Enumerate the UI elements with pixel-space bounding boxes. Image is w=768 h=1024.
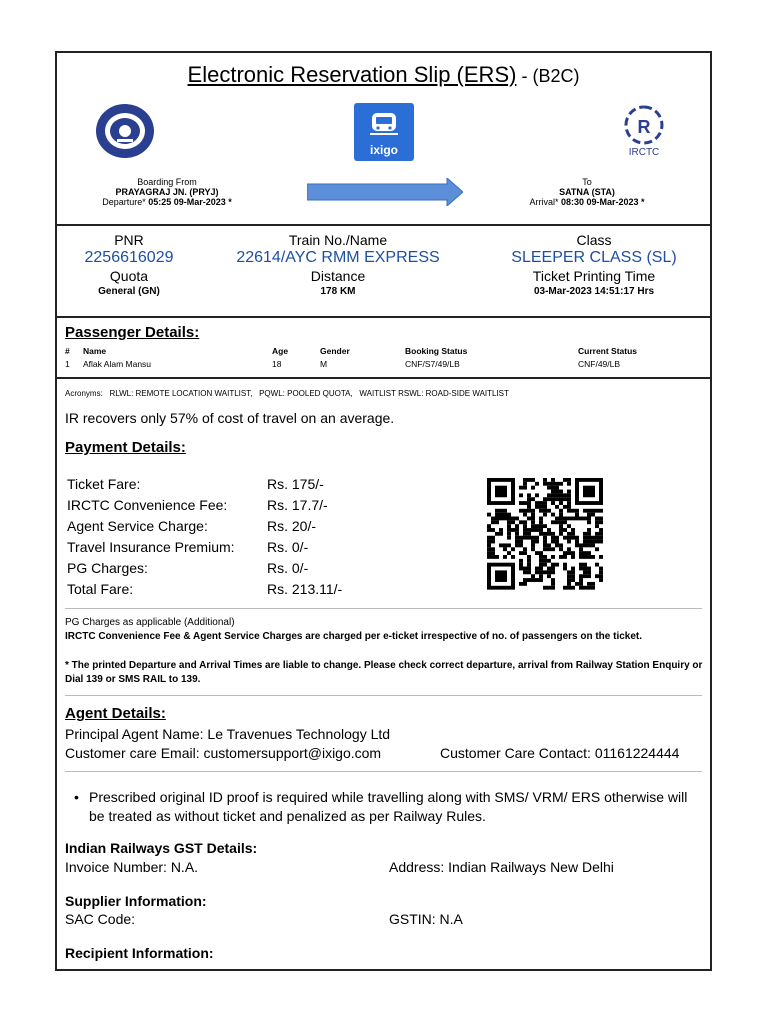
pnr-label: PNR — [114, 232, 144, 248]
payment-value: Rs. 17.7/- — [267, 497, 328, 513]
payment-row-total — [67, 581, 367, 597]
payment-label: IRCTC Convenience Fee: — [67, 497, 228, 513]
departure-line — [97, 197, 237, 207]
customer-care-email: Customer care Email: customersupport@ixigo.com — [65, 745, 382, 761]
journey-arrow-icon — [307, 178, 463, 211]
svg-text:R: R — [637, 117, 651, 137]
title-main: Electronic Reservation Slip (ERS) — [187, 62, 517, 87]
cell-index: 1 — [65, 359, 70, 369]
page-title — [57, 62, 710, 88]
gstin: GSTIN: N.A — [389, 911, 463, 927]
fee-note: IRCTC Convenience Fee & Agent Service Charges are charged per e-ticket irrespective of no. of passengers on the ticket. — [65, 631, 643, 642]
invoice-number: Invoice Number: N.A. — [65, 859, 199, 875]
boarding-label: Boarding From — [137, 177, 197, 187]
irctc-logo — [619, 103, 669, 163]
ir-cost-note: IR recovers only 57% of cost of travel on an average. — [65, 410, 395, 426]
departure-label: Departure* — [102, 197, 149, 207]
principal-agent: Principal Agent Name: Le Travenues Technology Ltd — [65, 726, 391, 742]
arrival-line — [512, 197, 662, 207]
divider — [65, 771, 702, 772]
cell-gender: M — [320, 359, 328, 369]
acronyms-text: Acronyms: RLWL: REMOTE LOCATION WAITLIST, PQWL: POOLED QUOTA, WAITLIST RSWL: ROAD-SIDE WAITLIST — [65, 389, 509, 398]
payment-row-convenience-fee — [67, 497, 367, 513]
distance-label: Distance — [310, 268, 366, 284]
col-name: Name — [83, 346, 107, 356]
passenger-heading: Passenger Details: — [65, 324, 200, 341]
train-label: Train No./Name — [288, 232, 388, 248]
supplier-heading: Supplier Information: — [65, 893, 207, 909]
destination-block — [512, 177, 662, 207]
class-block — [477, 232, 711, 297]
divider — [65, 608, 702, 609]
irctc-label: IRCTC — [628, 147, 660, 158]
gst-heading: Indian Railways GST Details: — [65, 840, 258, 856]
indian-railways-logo — [95, 103, 155, 159]
boarding-block — [97, 177, 237, 207]
col-gender: Gender — [320, 346, 350, 356]
payment-value: Rs. 175/- — [267, 476, 324, 492]
payment-row-agent-charge — [67, 518, 367, 534]
gst-address: Address: Indian Railways New Delhi — [389, 859, 614, 875]
payment-value: Rs. 213.11/- — [267, 581, 343, 597]
payment-row-insurance — [67, 539, 367, 555]
train-block — [211, 232, 465, 297]
ixigo-logo — [354, 103, 414, 161]
bullet-icon: • — [74, 789, 79, 805]
payment-heading: Payment Details: — [65, 439, 186, 456]
print-time-label: Ticket Printing Time — [532, 268, 656, 284]
cell-booking-status: CNF/S7/49/LB — [405, 359, 460, 369]
ticket-frame — [55, 51, 712, 971]
times-note: * The printed Departure and Arrival Times are liable to change. Please check correct departure, arrival from Railway Station Enquiry or Dial 139 or SMS RAIL to 139. — [65, 660, 703, 685]
pg-note: PG Charges as applicable (Additional) — [65, 617, 235, 628]
cell-name: Aflak Alam Mansu — [83, 359, 152, 369]
class-value: SLEEPER CLASS (SL) — [511, 249, 677, 266]
cell-age: 18 — [272, 359, 282, 369]
to-station: SATNA (STA) — [559, 187, 615, 197]
sac-code: SAC Code: — [65, 911, 136, 927]
arrival-label: Arrival* — [529, 197, 561, 207]
distance-value: 178 KM — [320, 286, 356, 297]
col-booking-status: Booking Status — [405, 346, 468, 356]
customer-care-contact: Customer Care Contact: 01161224444 — [440, 745, 680, 761]
id-proof-note: Prescribed original ID proof is required while travelling along with SMS/ VRM/ ERS otherwise will be treated as without ticket and penalized as per Railway Rules. — [89, 789, 688, 824]
train-icon — [354, 103, 414, 143]
boarding-station: PRAYAGRAJ JN. (PRYJ) — [115, 187, 219, 197]
irctc-emblem-icon — [619, 103, 669, 145]
payment-row-ticket-fare — [67, 476, 367, 492]
payment-row-pg-charges — [67, 560, 367, 576]
divider — [57, 224, 710, 226]
col-index: # — [65, 346, 70, 356]
arrival-time: 08:30 09-Mar-2023 * — [560, 197, 645, 207]
class-label: Class — [576, 232, 612, 248]
to-label: To — [582, 177, 592, 187]
payment-label: Total Fare: — [67, 581, 134, 597]
payment-label: PG Charges: — [67, 560, 148, 576]
quota-value: General (GN) — [98, 286, 160, 297]
train-value: 22614/AYC RMM EXPRESS — [236, 249, 440, 266]
qr-code — [485, 478, 605, 590]
passenger-table — [65, 346, 705, 374]
recipient-heading: Recipient Information: — [65, 945, 214, 961]
divider — [65, 695, 702, 696]
departure-time: 05:25 09-Mar-2023 * — [148, 197, 232, 207]
col-current-status: Current Status — [578, 346, 638, 356]
payment-label: Agent Service Charge: — [67, 518, 208, 534]
payment-value: Rs. 20/- — [267, 518, 317, 534]
payment-value: Rs. 0/- — [267, 560, 309, 576]
payment-value: Rs. 0/- — [267, 539, 309, 555]
payment-label: Ticket Fare: — [67, 476, 141, 492]
title-suffix: - (B2C) — [516, 66, 580, 86]
cell-current-status: CNF/49/LB — [578, 359, 621, 369]
agent-heading: Agent Details: — [65, 705, 166, 722]
ixigo-label: ixigo — [369, 143, 398, 157]
print-time-value: 03-Mar-2023 14:51:17 Hrs — [533, 286, 655, 297]
payment-label: Travel Insurance Premium: — [67, 539, 235, 555]
quota-label: Quota — [109, 268, 149, 284]
pnr-block — [57, 232, 201, 297]
pnr-value: 2256616029 — [84, 249, 174, 266]
divider — [57, 377, 710, 379]
col-age: Age — [272, 346, 289, 356]
divider — [57, 316, 710, 318]
